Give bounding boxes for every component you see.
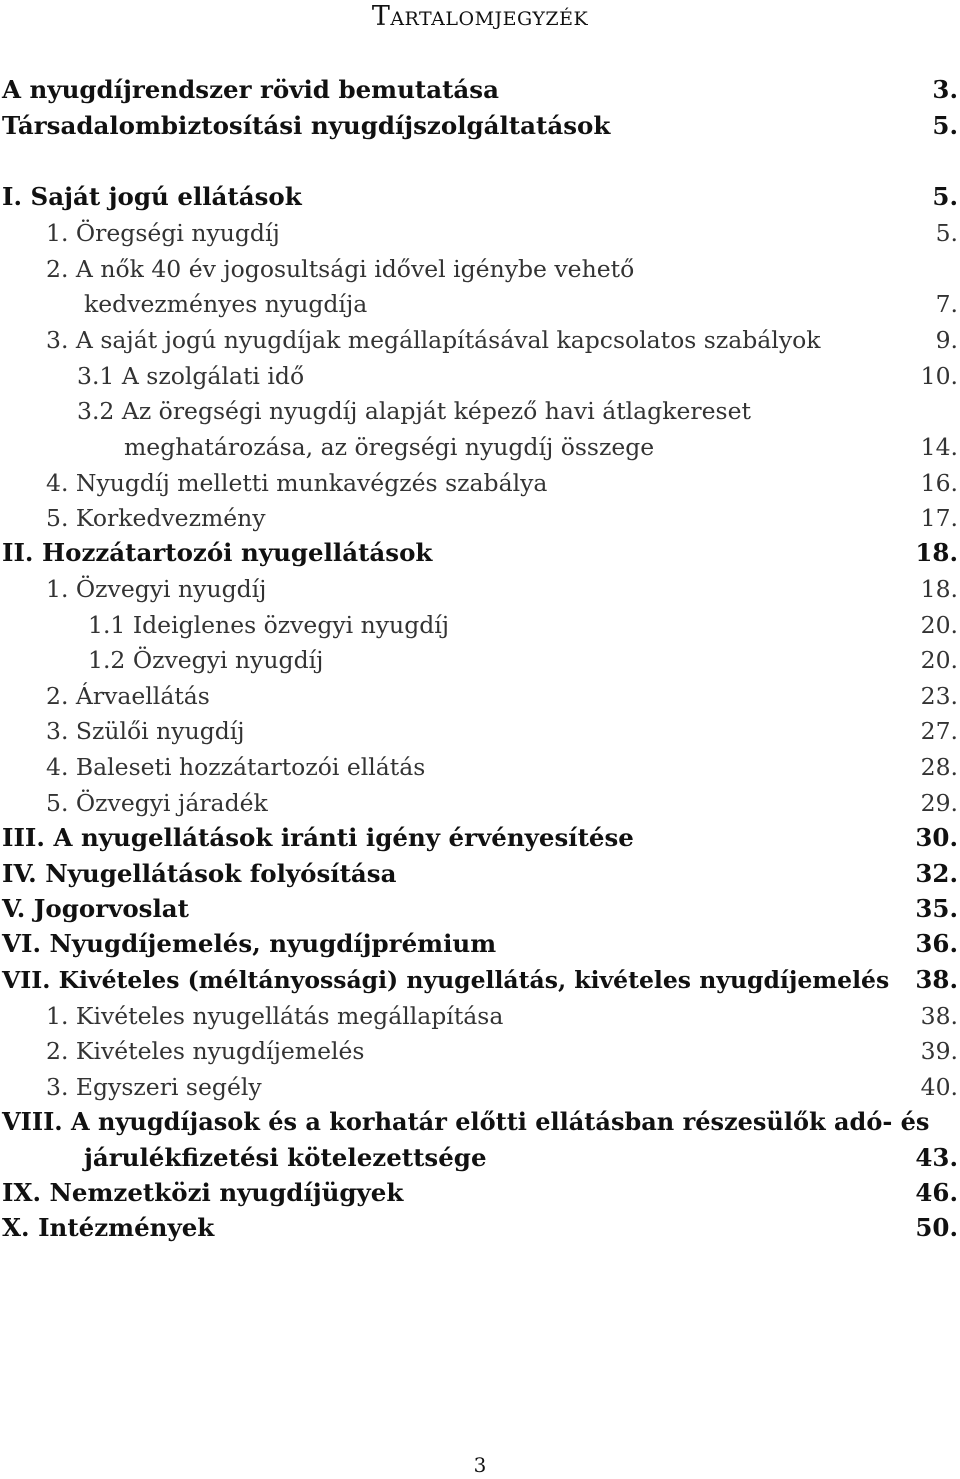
toc-entry: [0, 73, 960, 107]
toc-entry-label: VIII. A nyugdíjasok és a korhatár előtti ellátásban részesülők adó- és: [2, 1107, 930, 1136]
toc-entry-label: járulékfizetési kötelezettsége: [84, 1143, 487, 1172]
toc-entry-label: II. Hozzátartozói nyugellátások: [2, 538, 433, 567]
toc-entry: [0, 927, 960, 961]
toc-entry-label: 2. Kivételes nyugdíjemelés: [46, 1037, 365, 1065]
toc-entry-page: 29.: [920, 789, 958, 817]
toc-entry-label: A nyugdíjrendszer rövid bemutatása: [2, 75, 499, 104]
toc-entry-label: 4. Nyugdíj melletti munkavégzés szabálya: [46, 469, 548, 497]
toc-entry-page: 32.: [915, 859, 958, 888]
toc-entry-page: 17.: [920, 504, 958, 532]
toc-entry-label: kedvezményes nyugdíja: [84, 290, 368, 318]
toc-entry: [0, 714, 960, 748]
toc-entry-label: IV. Nyugellátások folyósítása: [2, 859, 397, 888]
toc-entry-label: VII. Kivételes (méltányossági) nyugellátás, kivételes nyugdíjemelés: [2, 966, 890, 994]
page-number: 3: [473, 1453, 487, 1477]
toc-entry: [0, 1176, 960, 1210]
toc-entry-label: X. Intézmények: [2, 1213, 215, 1242]
toc-entry: [0, 750, 960, 784]
toc-entry: [0, 857, 960, 891]
toc-entry: [0, 466, 960, 500]
toc-entry: [0, 786, 960, 820]
toc-entry-page: 14.: [920, 433, 958, 461]
toc-entry: [0, 180, 960, 214]
toc-entry-label: 3. A saját jogú nyugdíjak megállapításával kapcsolatos szabályok: [46, 326, 821, 354]
toc-entry: [0, 1141, 960, 1175]
toc-entry-page: 16.: [920, 469, 958, 497]
toc-entry: [0, 359, 960, 393]
toc-entry-label: 3.1 A szolgálati idő: [77, 362, 305, 390]
toc-entry: [0, 1070, 960, 1104]
toc-entry-page: 3.: [932, 75, 958, 104]
toc-entry-page: 38.: [920, 1002, 958, 1030]
toc-entry: [0, 501, 960, 535]
toc-entry-label: 2. A nők 40 év jogosultsági idővel igénybe vehető: [46, 255, 635, 283]
toc-entry: [0, 323, 960, 357]
toc-entry-page: 39.: [920, 1037, 958, 1065]
toc-entry: [0, 430, 960, 464]
toc-entry-page: 20.: [920, 611, 958, 639]
toc-entry-page: 5.: [932, 111, 958, 140]
toc-entry-page: 10.: [920, 362, 958, 390]
toc-entry-page: 7.: [935, 290, 958, 318]
toc-entry-page: 20.: [920, 646, 958, 674]
toc-entry-page: 40.: [920, 1073, 958, 1101]
toc-entry-page: 23.: [920, 682, 958, 710]
toc-entry-label: meghatározása, az öregségi nyugdíj összege: [124, 433, 655, 461]
toc-entry: [0, 1034, 960, 1068]
toc-entry-page: 38.: [915, 965, 958, 994]
toc-entry-page: 36.: [915, 929, 958, 958]
toc-entry: [0, 679, 960, 713]
toc-entry-label: 5. Özvegyi járadék: [46, 789, 268, 817]
page-title-rest: ARTALOMJEGYZÉK: [390, 8, 589, 30]
toc-entry-label: 1.1 Ideiglenes özvegyi nyugdíj: [88, 611, 450, 639]
toc-entry: [0, 216, 960, 250]
toc-entry: [0, 1211, 960, 1245]
toc-entry-page: 46.: [915, 1178, 958, 1207]
toc-entry: [0, 999, 960, 1033]
toc-entry: [0, 109, 960, 143]
toc-entry: [0, 572, 960, 606]
toc-entry-page: 18.: [920, 575, 958, 603]
toc-entry-page: 35.: [915, 894, 958, 923]
toc-entry-label: 3.2 Az öregségi nyugdíj alapját képező havi átlagkereset: [77, 397, 751, 425]
toc-entry-page: 43.: [915, 1143, 958, 1172]
toc-entry-label: 1. Kivételes nyugellátás megállapítása: [46, 1002, 504, 1030]
toc-entry-label: 3. Egyszeri segély: [46, 1073, 262, 1101]
toc-entry: [0, 1105, 960, 1139]
toc-entry-label: V. Jogorvoslat: [2, 894, 189, 923]
toc-entry: [0, 608, 960, 642]
toc-entry-label: 1. Özvegyi nyugdíj: [46, 575, 267, 603]
toc-entry: [0, 892, 960, 926]
toc-entry-label: I. Saját jogú ellátások: [2, 182, 302, 211]
toc-entry-page: 27.: [920, 717, 958, 745]
toc-entry-label: III. A nyugellátások iránti igény érvényesítése: [2, 823, 634, 852]
toc-entry-page: 5.: [932, 182, 958, 211]
toc-entry: [0, 287, 960, 321]
page-title-initial: T: [371, 1, 391, 32]
toc-entry-page: 18.: [915, 538, 958, 567]
toc-entry-label: 5. Korkedvezmény: [46, 504, 266, 532]
toc-entry-label: 2. Árvaellátás: [46, 682, 210, 710]
toc-entry-page: 30.: [915, 823, 958, 852]
toc-entry-label: 4. Baleseti hozzátartozói ellátás: [46, 753, 426, 781]
toc-entry: [0, 394, 960, 428]
toc-entry-label: VI. Nyugdíjemelés, nyugdíjprémium: [2, 929, 497, 958]
toc-entry-label: 3. Szülői nyugdíj: [46, 717, 245, 745]
toc-entry-label: Társadalombiztosítási nyugdíjszolgáltatások: [2, 111, 611, 140]
toc-entry-page: 28.: [920, 753, 958, 781]
toc-entry-page: 50.: [915, 1213, 958, 1242]
toc-entry-page: 9.: [935, 326, 958, 354]
toc-entry: [0, 536, 960, 570]
toc-entry: [0, 963, 960, 997]
toc-entry: [0, 252, 960, 286]
toc-entry-label: IX. Nemzetközi nyugdíjügyek: [2, 1178, 404, 1207]
toc-entry: [0, 643, 960, 677]
toc-entry-label: 1. Öregségi nyugdíj: [46, 219, 280, 247]
toc-entry: [0, 821, 960, 855]
toc-entry-label: 1.2 Özvegyi nyugdíj: [88, 646, 324, 674]
toc-entry-page: 5.: [935, 219, 958, 247]
